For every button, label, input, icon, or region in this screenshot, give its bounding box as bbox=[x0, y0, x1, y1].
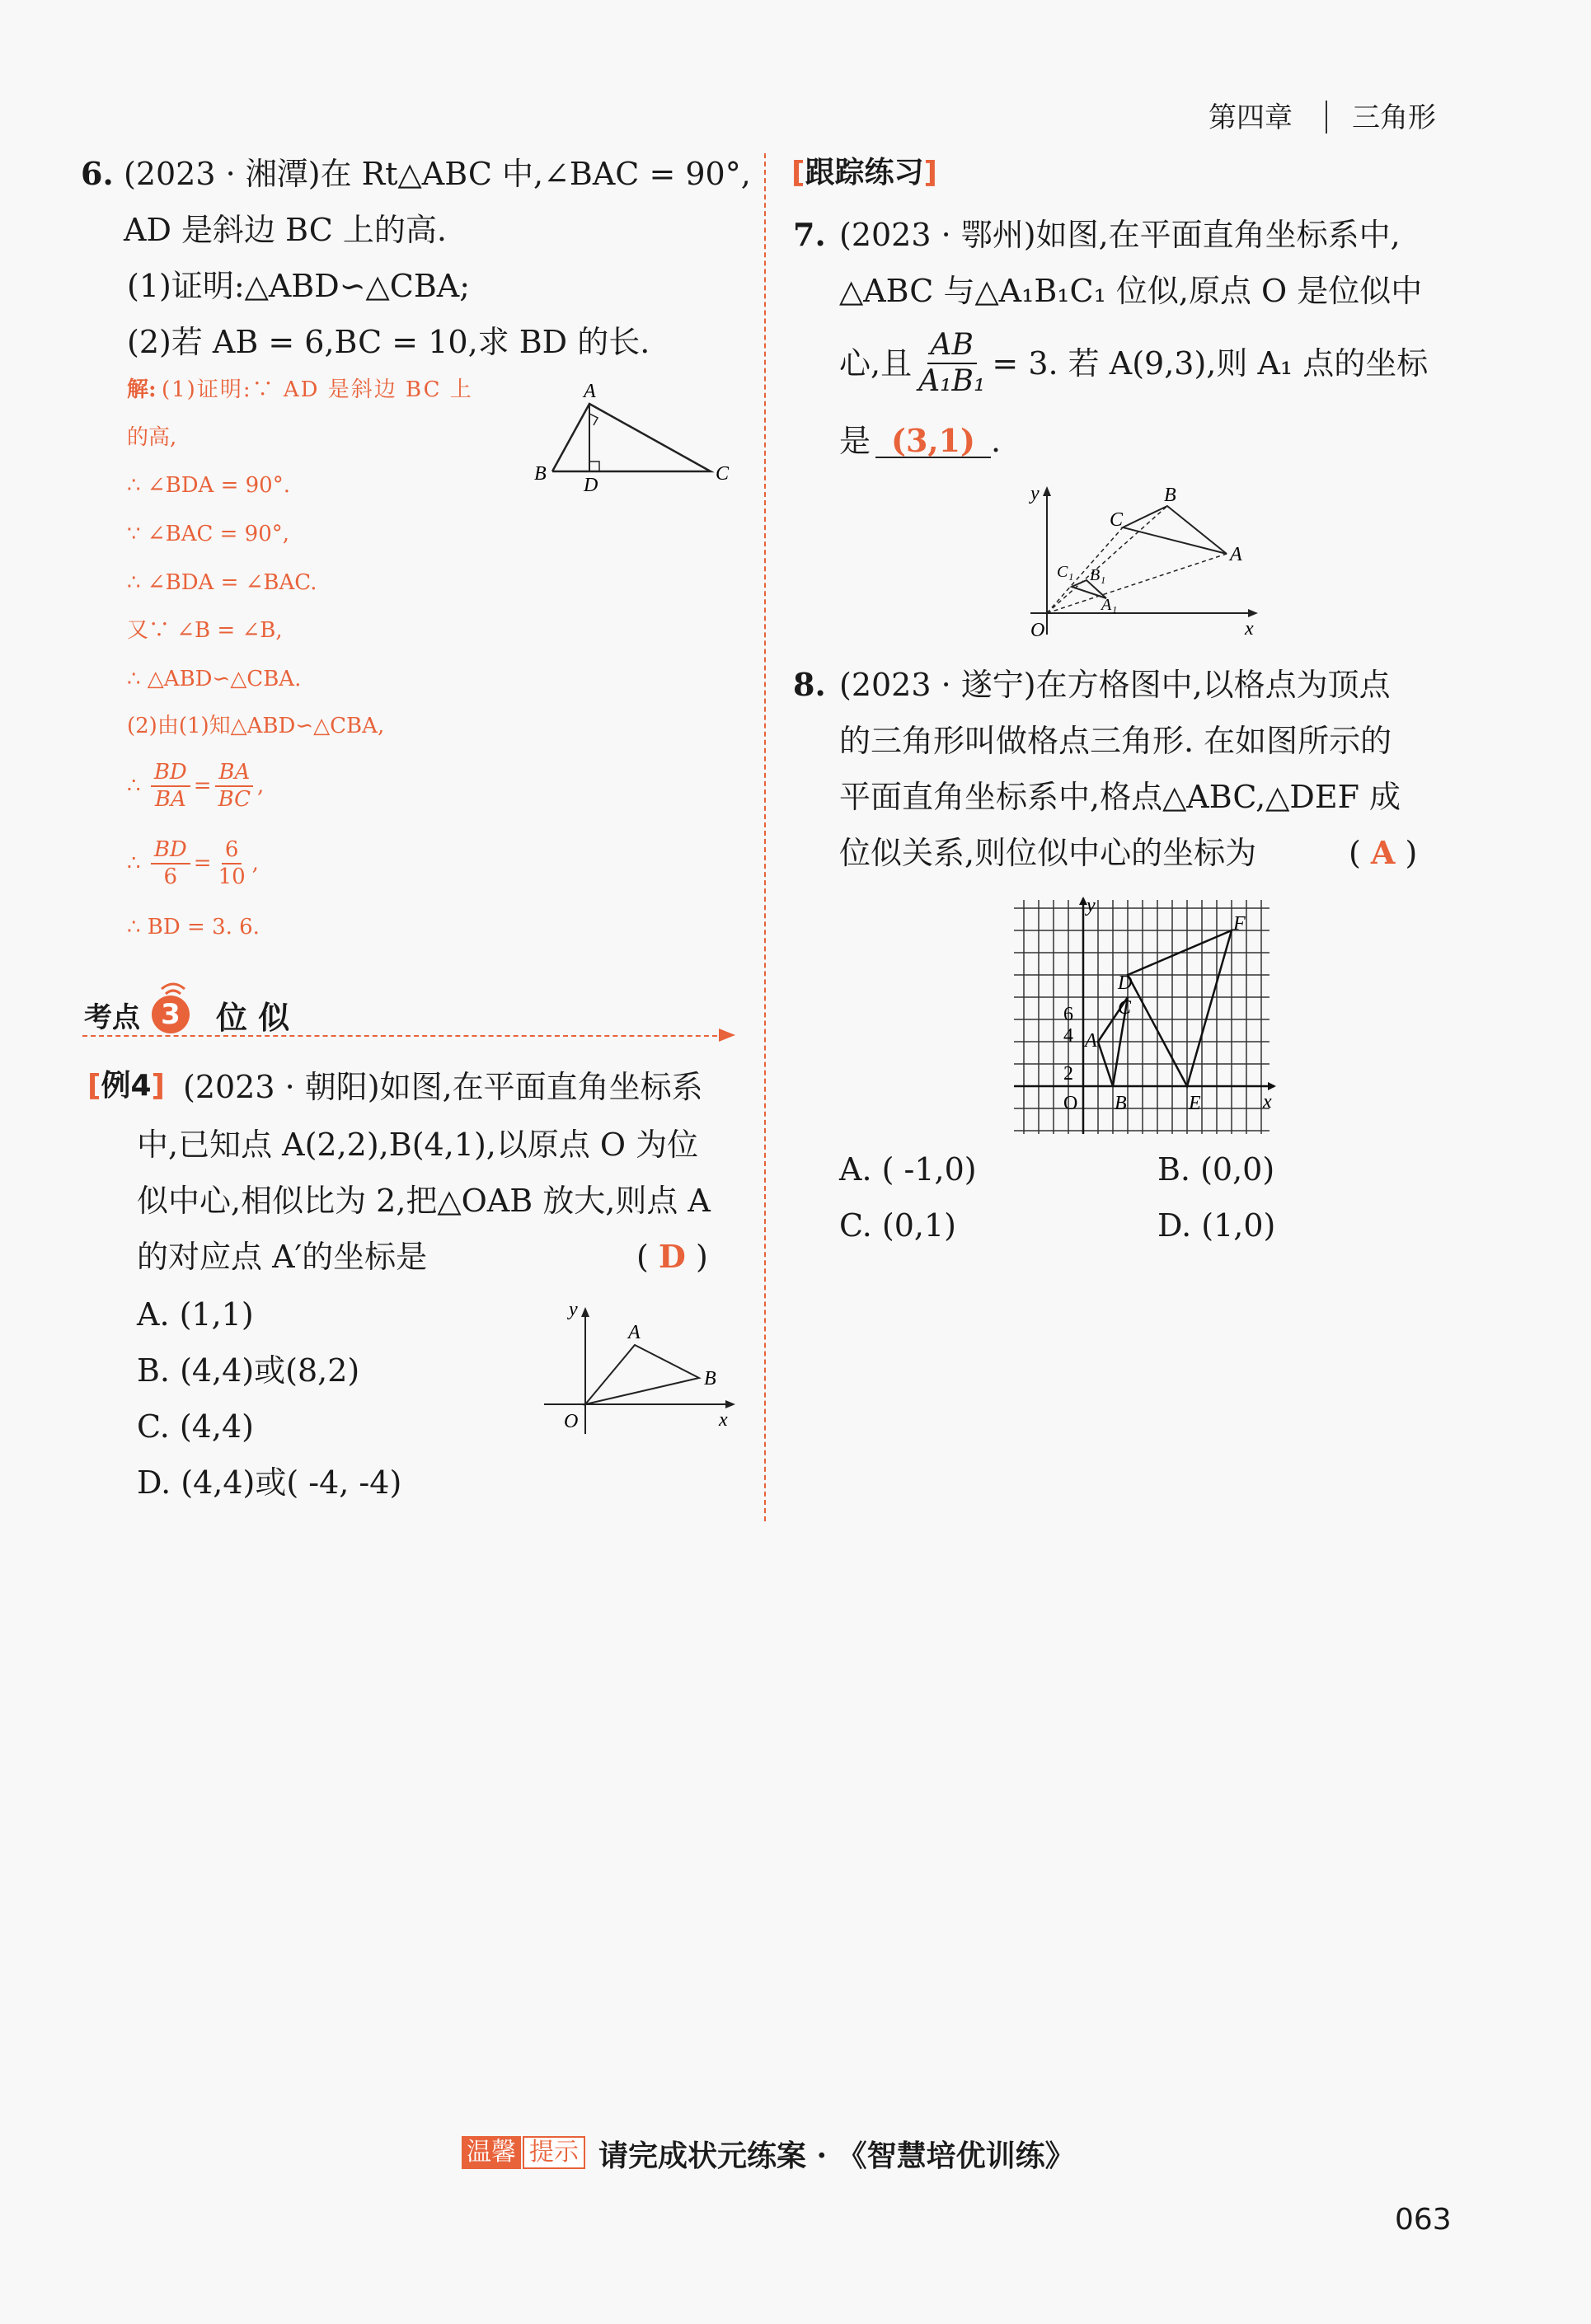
label-a: A bbox=[1230, 544, 1242, 565]
frac-den: BC bbox=[218, 787, 251, 813]
label-d: D bbox=[584, 475, 598, 494]
label-b: B bbox=[1164, 485, 1176, 506]
q6-solution-line10: ∴ BD = 3. 6. bbox=[127, 915, 260, 939]
q8-number: 8. bbox=[793, 666, 826, 703]
frac-den: 6 bbox=[163, 864, 178, 890]
q6-solution-line5: 又∵ ∠B = ∠B, bbox=[127, 618, 283, 643]
chapter-label: 第四章 bbox=[1209, 101, 1293, 134]
q8-grid-figure bbox=[1006, 897, 1278, 1136]
frac-num: AB bbox=[927, 330, 977, 364]
footer-tag-warm: 温馨 bbox=[462, 2136, 521, 2169]
practice-title: 跟踪练习 bbox=[805, 156, 924, 190]
q7-line2: △ABC 与△A₁B₁C₁ 位似,原点 O 是位似中 bbox=[839, 273, 1423, 309]
label-d: D bbox=[1118, 972, 1133, 994]
q8-option-b: B. (0,0) bbox=[1157, 1151, 1275, 1188]
label-b1: B₁ bbox=[1090, 566, 1106, 584]
q6-solution-line9: ∴ $\frac{BD}{6}$ = $\frac{6}{10}$ , bbox=[127, 837, 259, 890]
label-o: O bbox=[1030, 620, 1045, 641]
label-x: x bbox=[1245, 618, 1254, 640]
label-y: y bbox=[1030, 483, 1040, 504]
q6-line1: (2023 · 湘潭)在 Rt△ABC 中,∠BAC = 90°, bbox=[124, 156, 751, 192]
tick-2: 2 bbox=[1063, 1063, 1073, 1085]
label-e: E bbox=[1189, 1093, 1201, 1114]
ex4-option-a: A. (1,1) bbox=[137, 1296, 254, 1333]
header-divider bbox=[1326, 101, 1327, 134]
triangle-oab bbox=[585, 1345, 699, 1404]
q8-line2: 的三角形叫做格点三角形. 在如图所示的 bbox=[839, 723, 1392, 759]
q7-line1: (2023 · 鄂州)如图,在平面直角坐标系中, bbox=[839, 217, 1401, 253]
footer-tag-tip: 提示 bbox=[523, 2136, 585, 2169]
frac-den: A₁B₁ bbox=[918, 363, 986, 398]
label-a1: A₁ bbox=[1101, 596, 1118, 614]
column-divider bbox=[764, 153, 766, 1521]
frac-num: 6 bbox=[222, 839, 242, 864]
ex4-option-d: D. (4,4)或( -4, -4) bbox=[137, 1464, 402, 1501]
q6-solution-line6: ∴ △ABD∽△CBA. bbox=[127, 667, 302, 691]
q6-solution-line4: ∴ ∠BDA = ∠BAC. bbox=[127, 570, 317, 595]
chapter-title: 三角形 bbox=[1352, 101, 1436, 134]
frac-den: BA bbox=[154, 787, 186, 813]
label-a: A bbox=[628, 1322, 641, 1343]
q6-solution-line1b: 的高, bbox=[127, 425, 177, 450]
q6-solution-label: 解: bbox=[127, 377, 157, 402]
section-underline bbox=[82, 1035, 725, 1037]
q8-answer: A bbox=[1370, 834, 1396, 871]
label-o: O bbox=[1063, 1093, 1078, 1114]
q6-number: 6. bbox=[81, 155, 114, 192]
q7-coordinate-figure bbox=[1014, 478, 1261, 643]
label-o: O bbox=[564, 1411, 579, 1432]
footer-text: 请完成状元练案 · 《智慧培优训练》 bbox=[598, 2139, 1075, 2173]
triangle-def bbox=[1128, 930, 1232, 1086]
ex4-option-c: C. (4,4) bbox=[137, 1408, 254, 1445]
q6-line2: AD 是斜边 BC 上的高. bbox=[124, 212, 447, 248]
ex4-answer: D bbox=[658, 1238, 686, 1275]
frac-num: BA bbox=[215, 761, 253, 787]
arrow-right-icon bbox=[719, 1027, 737, 1043]
right-angle-mark-a bbox=[589, 414, 598, 425]
ex4-option-b: B. (4,4)或(8,2) bbox=[137, 1352, 360, 1389]
q8-line3: 平面直角坐标系中,格点△ABC,△DEF 成 bbox=[839, 779, 1401, 815]
triangle-abc bbox=[1123, 506, 1227, 554]
label-c1: C₁ bbox=[1057, 563, 1074, 581]
label-c: C bbox=[1118, 997, 1132, 1019]
label-b: B bbox=[704, 1368, 716, 1389]
frac-num: BD bbox=[151, 839, 190, 864]
q7-answer: (3,1) bbox=[890, 422, 976, 459]
label-f: F bbox=[1233, 913, 1246, 935]
q6-triangle-figure bbox=[528, 379, 742, 494]
therefore-sign: ∴ bbox=[127, 773, 141, 799]
ex4-line3: 似中心,相似比为 2,把△OAB 放大,则点 A bbox=[137, 1183, 711, 1219]
q7-line4-pre: 是 bbox=[839, 423, 871, 459]
label-a: A bbox=[1085, 1030, 1097, 1052]
label-x: x bbox=[1263, 1091, 1272, 1113]
q7-line3 bbox=[839, 330, 1428, 397]
tick-6: 6 bbox=[1063, 1004, 1073, 1025]
label-b: B bbox=[534, 463, 547, 485]
label-y: y bbox=[569, 1302, 578, 1320]
label-b: B bbox=[1115, 1093, 1127, 1114]
q6-solution-line1: (1)证明:∵ AD 是斜边 BC 上 bbox=[162, 377, 473, 402]
ex4-coordinate-figure bbox=[536, 1302, 742, 1450]
label-a: A bbox=[584, 381, 596, 402]
q8-line4: 位似关系,则位似中心的坐标为 bbox=[839, 835, 1257, 871]
triangle-abc bbox=[552, 404, 711, 471]
q6-solution-line7: (2)由(1)知△ABD∽△CBA, bbox=[127, 714, 385, 738]
label-y: y bbox=[1086, 897, 1096, 916]
q8-line1: (2023 · 遂宁)在方格图中,以格点为顶点 bbox=[839, 667, 1391, 703]
right-angle-mark bbox=[589, 462, 599, 471]
example-tag-label: 例4 bbox=[101, 1069, 152, 1103]
ex4-line2: 中,已知点 A(2,2),B(4,1),以原点 O 为位 bbox=[137, 1127, 699, 1163]
tick-4: 4 bbox=[1063, 1025, 1073, 1047]
frac-num: BD bbox=[151, 761, 190, 787]
label-x: x bbox=[719, 1409, 728, 1431]
label-c: C bbox=[1110, 509, 1124, 531]
q7-line3-post: = 3. 若 A(9,3),则 A₁ 点的坐标 bbox=[992, 344, 1429, 382]
q8-option-d: D. (1,0) bbox=[1157, 1207, 1276, 1244]
q7-number: 7. bbox=[793, 216, 826, 253]
practice-heading: [跟踪练习] bbox=[791, 156, 937, 190]
ex4-line1: (2023 · 朝阳)如图,在平面直角坐标系 bbox=[183, 1069, 703, 1105]
q7-line3-pre: 心,且 bbox=[839, 344, 913, 382]
example-tag: [例4] bbox=[87, 1069, 165, 1103]
q6-part2: (2)若 AB = 6,BC = 10,求 BD 的长. bbox=[127, 324, 650, 360]
label-c: C bbox=[716, 463, 730, 485]
page-number: 063 bbox=[1395, 2203, 1452, 2237]
q6-part1: (1)证明:△ABD∽△CBA; bbox=[127, 268, 470, 304]
q8-option-c: C. (0,1) bbox=[839, 1207, 956, 1244]
ex4-answer-bracket: ( D ) bbox=[636, 1238, 708, 1275]
section-number-badge: 3 bbox=[152, 996, 190, 1033]
section-title: 位 似 bbox=[216, 1000, 290, 1036]
therefore-sign: ∴ bbox=[127, 850, 141, 876]
ex4-line4: 的对应点 A′的坐标是 bbox=[137, 1239, 428, 1275]
q8-answer-bracket: ( A ) bbox=[1349, 834, 1418, 871]
q8-option-a: A. ( -1,0) bbox=[839, 1151, 977, 1188]
q7-line4: 是 (3,1) . bbox=[839, 422, 1002, 459]
q6-solution-line3: ∵ ∠BAC = 90°, bbox=[127, 522, 290, 546]
q6-solution-line8: ∴ $\frac{BD}{BA}$ = $\frac{BA}{BC}$ , bbox=[127, 760, 265, 813]
q7-answer-blank bbox=[875, 422, 991, 459]
q6-solution-line2: ∴ ∠BDA = 90°. bbox=[127, 473, 290, 498]
section-label: 考点 bbox=[84, 1001, 140, 1034]
frac-den: 10 bbox=[218, 864, 246, 890]
